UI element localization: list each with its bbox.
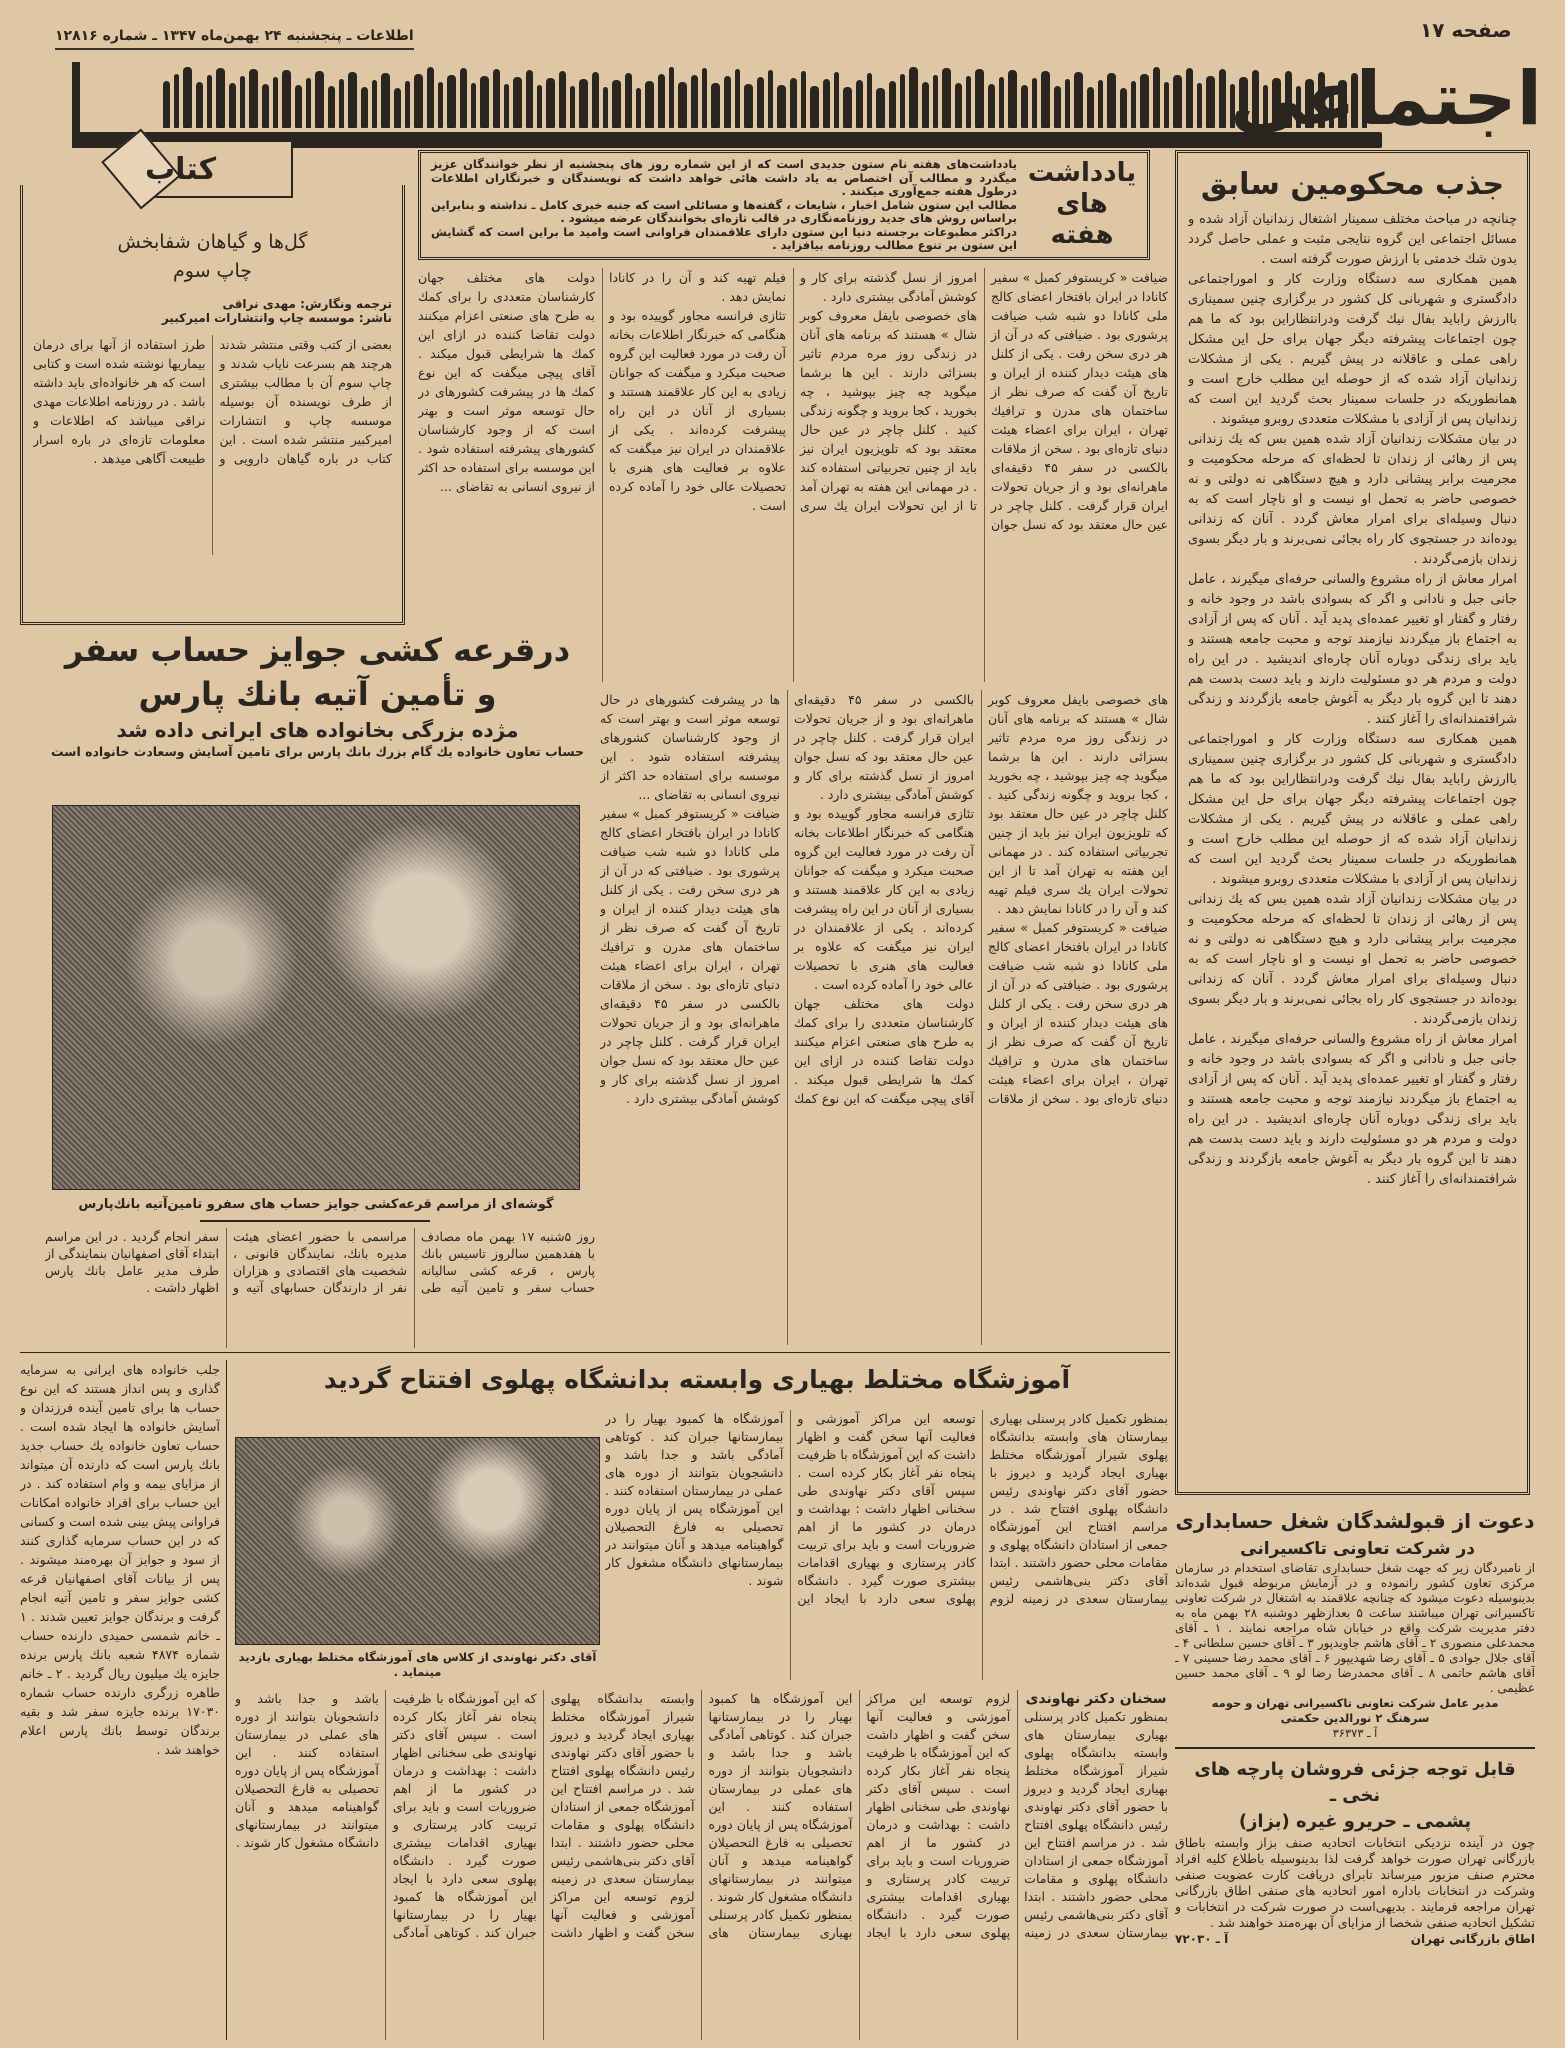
school-subhead: سخنان دکتر نهاوندی bbox=[1025, 1691, 1167, 1707]
notice-body: چون در آینده نزدیکی انتخابات اتحادیه صنف بزاز وابسته باطاق بازرگانی تهران صورت خواهد گرفت لذا بدینوسیله باطلاع کلیه افراد محترم صنف مزبور میرساند تابرای دریافت کارت عضویت صنفی وشرکت در انتخابات باداره امور اتحادیه های صنفی اطاق بازرگانی تهران مراجعه فرمایند . بدیهی‌است در صورت شرکت در انتخابات و تشکیل اتحادیه صنفی شخصا از مزایای آن بهره‌مند خواهند شد . bbox=[1175, 1835, 1535, 1930]
bank-deck: حساب تعاون خانواده یك گام بزرك بانك پارس برای تامین آسایش وسعادت خانواده است bbox=[50, 744, 585, 759]
paragraph: ضیافت « کریستوفر کمبل » سفیر کانادا در ایران بافتخار اعضای کالج ملی کانادا دو شبه شب ضیافت پرشوری بود . ضیافتی که در آن از هر دری سخن رفت . یکی از کلنل های هیئت دیدار کننده از ایران و تاریخ آن گفت که صرف نظر از ساختمان های مدرن و ترافیك تهران ، ایران برای اعضاء هیئت دنیای تازه‌ای بود . سخن از ملاقات بالکسی در سفر ۴۵ دقیقه‌ای ماهرانه‌ای بود و از جریان تحولات ایران قرار گرفت . کلنل چاچر در عین حال معتقد بود که نسل جوان امروز از نسل گذشته برای کار و کوشش آمادگی بیشتری دارد . bbox=[800, 270, 1168, 532]
person-silhouette bbox=[1164, 82, 1169, 128]
person-silhouette bbox=[559, 71, 566, 128]
school-visit-photo bbox=[235, 1437, 600, 1645]
person-silhouette bbox=[744, 84, 753, 128]
paragraph: همین همکاری سه دستگاه وزارت کار و اموراجتماعی دادگستری و شهربانی کل کشور در برگزاری چنین سمیناری باارزش رابايد بفال نیك گرفت ودرانتظاراین بود که ما هم چون اجتماعات پیشرفته دیگر جهان برای حل این مشکل راهی عملی و عاقلانه در پیش گیریم . یکی از مشکلات زندانیان آزاد شده که از حوصله این مطلب خارج است و همانطوریکه در جلسات سمینار بحث گردید این است که زندانیان پس از آزادی با مشکلات متعددی روبرو میشوند . bbox=[1188, 272, 1517, 427]
person-silhouette bbox=[636, 88, 641, 128]
person-silhouette bbox=[229, 83, 236, 128]
book-edition: چاپ سوم bbox=[173, 260, 252, 282]
paragraph: امرار معاش از راه مشروع والسانی حرفه‌ای میگیرند ، عامل جانی جبل و نادانی و اگر که بسوادی باشد در وجود خانه و رفتار و گفتار او تغییر عمده‌ای پدید آید . آنان که پس از آزادی به اجتماع باز میگردند نیازمند توجه و محبت جامعه هستند و باید برای زندگی دوباره آنان چاره‌ای اندیشید . در این راه دولت و مردم هر دو مسئولیت دارند و باید دست بدست هم دهند تا این گروه بار دیگر به آغوش جامعه بازگردند و زندگی شرافتمندانه‌ای را آغاز کنند . bbox=[1188, 572, 1517, 727]
person-silhouette bbox=[909, 67, 918, 128]
person-silhouette bbox=[493, 69, 500, 128]
person-silhouette bbox=[163, 81, 170, 128]
person-silhouette bbox=[526, 70, 533, 128]
person-silhouette bbox=[1032, 78, 1037, 128]
person-silhouette bbox=[328, 86, 335, 128]
person-silhouette bbox=[1074, 72, 1083, 128]
section-title: اجتماعی bbox=[1230, 56, 1542, 142]
person-silhouette bbox=[381, 73, 390, 128]
school-photo-caption: آقای دکتر نهاوندی از کلاس های آموزشگاه مختلط بهیاری بازدید مینماید . bbox=[238, 1650, 597, 1679]
person-silhouette bbox=[777, 85, 786, 128]
fabric-notice bbox=[1175, 1757, 1535, 1947]
person-silhouette bbox=[711, 83, 720, 128]
person-silhouette bbox=[570, 86, 575, 128]
notice-footer bbox=[1175, 1931, 1535, 1947]
person-silhouette bbox=[1041, 71, 1050, 128]
person-silhouette bbox=[460, 68, 467, 128]
person-silhouette bbox=[889, 81, 896, 128]
person-silhouette bbox=[856, 80, 863, 128]
person-silhouette bbox=[942, 68, 951, 128]
person-silhouette bbox=[438, 82, 443, 128]
person-silhouette bbox=[1131, 81, 1136, 128]
person-silhouette bbox=[546, 78, 555, 128]
person-silhouette bbox=[306, 78, 311, 128]
paragraph: های خصوصی بایفل معروف کوبر شال » هستند که برنامه های آنان در زندگی روز مره مردم تاثیر بسزائی دارند . این ها برشما میگوید چه چیز بپوشید ، چه بخورید ، کجا بروید و چگونه زندگی کنید . کلنل چاچر در عین حال معتقد بود که تلویزیون ایران نیز باید از چنین تجربیاتی استفاده کند . در مهمانی این هفته به تهران آمد تا از این تحولات ایران یك سری فیلم تهیه کند و آن را در کانادا نمایش دهد . bbox=[988, 692, 1168, 916]
person-silhouette bbox=[1054, 86, 1061, 128]
person-silhouette bbox=[273, 77, 278, 128]
school-body-upper bbox=[605, 1410, 1168, 1680]
person-silhouette bbox=[1173, 75, 1182, 128]
person-silhouette bbox=[537, 85, 542, 128]
paragraph: همین همکاری سه دستگاه وزارت کار و اموراجتماعی دادگستری و شهربانی کل کشور در برگزاری چنین سمیناری باارزش رابايد بفال نیك گرفت ودرانتظاراین بود که ما هم چون اجتماعات پیشرفته دیگر جهان برای حل این مشکل راهی عملی و عاقلانه در پیش گیریم . یکی از مشکلات زندانیان آزاد شده که از حوصله این مطلب خارج است و همانطوریکه در جلسات سمینار بحث گردید این است که زندانیان پس از آزادی با مشکلات متعددی روبرو میشوند . bbox=[1188, 732, 1517, 887]
notice-signer: اطاق بازرگانی تهران bbox=[1410, 1932, 1535, 1946]
person-silhouette bbox=[196, 82, 203, 128]
person-silhouette bbox=[1098, 80, 1103, 128]
person-silhouette bbox=[249, 69, 258, 128]
person-silhouette bbox=[427, 67, 434, 128]
weekly-notes-box bbox=[418, 150, 1150, 260]
person-silhouette bbox=[843, 87, 852, 128]
book-logo bbox=[143, 140, 293, 198]
person-silhouette bbox=[174, 74, 179, 128]
middle-text-columns-lower bbox=[600, 690, 1168, 1345]
person-silhouette bbox=[867, 73, 872, 128]
school-body-lower bbox=[235, 1690, 1168, 2040]
notice-ref: آ ـ ۷۲۰۳۰ bbox=[1175, 1932, 1229, 1946]
paragraph: امرار معاش از راه مشروع والسانی حرفه‌ای میگیرند ، عامل جانی جبل و نادانی و اگر که بسوادی باشد در وجود خانه و رفتار و گفتار او تغییر عمده‌ای پدید آید . آنان که پس از آزادی به اجتماع باز میگردند نیازمند توجه و محبت جامعه هستند و باید برای زندگی دوباره آنان چاره‌ای اندیشید . در این راه دولت و مردم هر دو مسئولیت دارند و باید دست بدست هم دهند تا این گروه بار دیگر به آغوش جامعه بازگردند و زندگی شرافتمندانه‌ای را آغاز کنند . bbox=[1188, 1032, 1517, 1187]
person-silhouette bbox=[669, 67, 674, 128]
person-silhouette bbox=[339, 79, 344, 128]
title-line: هفته bbox=[1050, 220, 1114, 250]
person-silhouette bbox=[414, 74, 423, 128]
article-convicts bbox=[1175, 150, 1530, 1495]
paragraph: بمنظور تکمیل کادر پرسنلی بهیاری بیمارستان های وابسته بدانشگاه پهلوی شیراز آموزشگاه مختلط بهیاری ایجاد گردید و دیروز با حضور آقای دکتر نهاوندی رئیس دانشگاه پهلوی افتتاح شد . در مراسم افتتاح این آموزشگاه جمعی از استادان دانشگاه پهلوی و مقامات محلی حضور داشتند . ابتدا آقای دکتر بنی‌هاشمی رئیس بیمارستان سعدی در زمینه لزوم توسعه این مراکز آموزشی و فعالیت آنها سخن گفت و اظهار داشت که این آموزشگاه با ظرفیت پنجاه نفر آغاز بکار کرده است . سپس آقای دکتر نهاوندی طی سخنانی اظهار داشت : بهداشت و درمان در کشور ما از اهم ضروریات است و باید برای تربیت کادر پرستاری و بهیاری اقدامات بیشتری صورت گیرد . دانشگاه پهلوی سعی دارد با ایجاد این آموزشگاه ها کمبود بهیار را در بیمارستانها جبران کند . کوتاهی آمادگی باشد و جدا باشد و دانشجویان بتوانند از دوره های عملی در بیمارستان استفاده کنند . این آموزشگاه پس از پایان دوره تحصیلی به فارغ التحصیلان گواهینامه میدهد و آنان میتوانند در بیمارستانهای دانشگاه مشغول کار شوند . bbox=[708, 1691, 1168, 1940]
column-rule bbox=[226, 1360, 227, 2040]
book-body: بعضی از کتب وقتی منتشر شدند هرچند هم بسرعت نایاب شدند و چاپ سوم آن با مطالب بیشتری از طرف نویسنده آن بوسیله موسسه چاپ و انتشارات امیرکبیر منتشر شده است . این کتاب در باره گیاهان دارویی و طرز استفاده از آنها برای درمان بیماریها نوشته شده است و کتابی است که هر خانواده‌ای باید داشته باشد . در روزنامه اطلاعات مهدی نراقی میباشد که اطلاعات و معلومات تازه‌ای در باره اسرار طبیعت آگاهی میدهد . bbox=[33, 337, 392, 466]
title-line: های bbox=[1056, 189, 1108, 219]
divider bbox=[200, 1220, 430, 1222]
weekly-notes-text bbox=[431, 158, 1017, 252]
bank-subhead: مژده بزرگی بخانواده های ایرانی داده شد bbox=[116, 718, 519, 742]
section-banner bbox=[72, 56, 1542, 148]
person-silhouette bbox=[645, 81, 654, 128]
person-silhouette bbox=[295, 85, 302, 128]
person-silhouette bbox=[823, 79, 830, 128]
bank-photo-caption: گوشه‌ای از مراسم قرعه‌کشی جوایز حساب های سفرو تامین‌آتیه بانك‌پارس bbox=[78, 1197, 554, 1212]
person-silhouette bbox=[1197, 83, 1202, 128]
person-silhouette bbox=[603, 87, 608, 128]
dateline: اطلاعات ـ پنجشنبه ۲۴ بهمن‌ماه ۱۳۴۷ ـ شماره ۱۲۸۱۶ bbox=[55, 28, 414, 50]
notices-column bbox=[1175, 1505, 1535, 1947]
paragraph: مطالب این ستون شامل اخبار ، شایعات ، گفته‌ها و مسائلی است که جنبه خبری کامل ـ نداشته و بنابراین براساس روش‌ های جدید روزنامه‌نگاری در قالب تازه‌ای بخوانندگان عرضه میشود . bbox=[431, 197, 1017, 225]
paragraph: تئازی فرانسه مجاور گوییده بود و هنگامی که خبرنگار اطلاعات بخانه آن رفت در مورد فعالیت این گروه صحبت میکرد و میگفت که جوانان زیادی به این کار علاقمند هستند و بسیاری از آنان در این راه پیشرفت کرده‌اند . یکی از علاقمندان در ایران نیز میگفت که علاوه بر فعالیت های هنری با تحصیلات عالی خود را آماده کرده است . bbox=[794, 806, 974, 992]
accounting-notice bbox=[1175, 1505, 1535, 1749]
person-silhouette bbox=[1065, 79, 1070, 128]
person-silhouette bbox=[394, 88, 401, 128]
person-silhouette bbox=[183, 67, 192, 128]
person-silhouette bbox=[372, 80, 377, 128]
person-silhouette bbox=[579, 79, 588, 128]
person-silhouette bbox=[768, 70, 773, 128]
paragraph: بمنظور تکمیل کادر پرسنلی بهیاری بیمارستان های وابسته بدانشگاه پهلوی شیراز آموزشگاه مختلط بهیاری ایجاد گردید و دیروز با حضور آقای دکتر نهاوندی رئیس دانشگاه پهلوی افتتاح شد . در مراسم افتتاح این آموزشگاه جمعی از استادان دانشگاه پهلوی و مقامات محلی حضور داشتند . ابتدا آقای دکتر بنی‌هاشمی رئیس بیمارستان سعدی در زمینه لزوم توسعه این مراکز آموزشی و فعالیت آنها سخن گفت و اظهار داشت که این آموزشگاه با ظرفیت پنجاه نفر آغاز بکار کرده است . سپس آقای دکتر نهاوندی طی سخنانی اظهار داشت : بهداشت و درمان در کشور ما از اهم ضروریات است و باید برای تربیت کادر پرستاری و بهیاری اقدامات بیشتری صورت گیرد . دانشگاه پهلوی سعی دارد با ایجاد این آموزشگاه ها کمبود بهیار را در بیمارستانها جبران کند . کوتاهی آمادگی باشد و جدا باشد و دانشجویان بتوانند از دوره های عملی در بیمارستان استفاده کنند . این آموزشگاه پس از پایان دوره تحصیلی به فارغ التحصیلان گواهینامه میدهد و آنان میتوانند در بیمارستانهای دانشگاه مشغول کار شوند . bbox=[605, 1411, 1168, 1606]
article-headline: جذب محکومین سابق bbox=[1200, 167, 1505, 202]
notice-headline: دعوت از قبولشدگان شغل حسابداری bbox=[1175, 1509, 1535, 1533]
notice-signature: مدیر عامل شرکت تعاونی تاکسیرانی تهران و حومه bbox=[1211, 1696, 1499, 1710]
person-silhouette bbox=[801, 71, 806, 128]
person-silhouette bbox=[933, 75, 938, 128]
person-silhouette bbox=[702, 68, 707, 128]
person-silhouette bbox=[216, 68, 225, 128]
person-silhouette bbox=[471, 83, 476, 128]
person-silhouette bbox=[240, 76, 245, 128]
person-silhouette bbox=[513, 77, 522, 128]
notice-subhead: در شرکت تعاونی تاکسیرانی bbox=[1240, 1539, 1475, 1559]
paragraph: در بیان مشکلات زندانیان آزاد شده همین بس که یك زندانی پس از رهائی از زندان تا لحظه‌ای که مرحله محکومیت و مجرمیت برابر پیشانی دارد و هیچ دستگاهی نه دولتی و نه خصوصی حاضر به تحمل او نیست و او ناچار است که به دنبال وسیله‌ای برای امرار معاش گردد . آنان که زندانی بوده‌اند در جستجوی کار راه بجائی نمی‌برند و بار دیگر بسوی زندان بازمی‌گردند . bbox=[1188, 892, 1517, 1027]
person-silhouette bbox=[757, 77, 764, 128]
person-silhouette bbox=[955, 83, 962, 128]
person-silhouette bbox=[975, 69, 984, 128]
person-silhouette bbox=[658, 74, 665, 128]
person-silhouette bbox=[315, 71, 324, 128]
bank-lottery-photo bbox=[52, 805, 580, 1190]
notice-body: از نامبردگان زیر که جهت شغل حسابداری تقاضای استخدام در سازمان مرکزی تعاون کشور رانموده و در آزمایش مربوطه قبول شده‌اند بدینوسیله دعوت میشود که چنانچه علاقمند به اشتغال در شرکت تعاونی تاکسیرانی تهران میباشند ساعت ۵ بعدازظهر دوشنبه ۲۸ بهمن ماه به دفتر مدیریت شرکت واقع در خیابان شاه مراجعه نمایند . ۱ ـ آقای محمدعلی منصوری ۲ ـ آقای هاشم جاویدپور ۳ ـ آقای حسین سلطانی ۴ ـ آقای جلال جوادی ۵ ـ آقای رضا شهدیپور ۶ ـ آقای محمد رضا حسینی ۷ ـ آقای هاشم حاتمی ۸ ـ آقای محمدرضا رضا لو ۹ ـ آقای محمد حسین عظیمی . bbox=[1175, 1561, 1535, 1695]
bank-heading-group bbox=[45, 628, 590, 760]
book-review-box bbox=[20, 151, 405, 625]
paragraph: در بیان مشکلات زندانیان آزاد شده همین بس که یك زندانی پس از رهائی از زندان تا لحظه‌ای که مرحله محکومیت و مجرمیت برابر پیشانی دارد و هیچ دستگاهی نه دولتی و نه خصوصی حاضر به تحمل او نیست و او ناچار است که به دنبال وسیله‌ای برای امرار معاش گردد . آنان که زندانی بوده‌اند در جستجوی کار راه بجائی نمی‌برند و بار دیگر بسوی زندان بازمی‌گردند . bbox=[1188, 432, 1517, 567]
person-silhouette bbox=[1153, 67, 1160, 128]
person-silhouette bbox=[678, 82, 687, 128]
person-silhouette bbox=[1021, 85, 1028, 128]
divider bbox=[20, 1352, 1170, 1353]
bank-headline: درقرعه کشی جوایز حساب سفر bbox=[64, 631, 571, 669]
page-number: صفحه ۱۷ bbox=[1420, 18, 1512, 42]
book-title: گل‌ها و گیاهان شفابخش bbox=[117, 231, 308, 253]
person-silhouette bbox=[1087, 87, 1094, 128]
person-silhouette bbox=[1140, 74, 1149, 128]
paragraph: دراکثر مطبوعات برجسته دنیا این ستون دارای علاقمندان فراوانی است وامید ما براین است که گشایش این ستون بر تنوع مطالب روزنامه بیافزاید . bbox=[431, 224, 1017, 252]
person-silhouette bbox=[447, 75, 456, 128]
paragraph: یادداشت‌های هفته نام ستون جدیدی است که از این شماره روز های پنجشنبه از نظر خوانندگان عزیز میگذرد و مطالب آن اختصاص به یاد داشت هائی خواهد داشت که نویسندگان و خبرنگاران اطلاعات درطول هفته جمع‌آوری میکنند . bbox=[431, 157, 1017, 198]
person-silhouette bbox=[361, 87, 368, 128]
person-silhouette bbox=[966, 76, 971, 128]
person-silhouette bbox=[1120, 88, 1127, 128]
bank-body: روز ۵شنبه ۱۷ بهمن ماه مصادف با هفدهمین سالروز تاسیس بانك پارس ، قرعه کشی سالیانه حساب سفر و تامین آتیه طی مراسمی با حضور اعضای هیئت مدیره بانك، نمایندگان قانونی ، شخصیت های اقتصادی و هزاران نفر از دارندگان حسابهای آتیه و سفر انجام گردید . در این مراسم ابتداء آقای اصفهانیان بنمایندگی از طرف مدیر عامل بانك پارس اظهار داشت . bbox=[45, 1229, 595, 1295]
person-silhouette bbox=[900, 74, 905, 128]
book-publisher: ناشر: موسسه چاپ وانتشارات امیرکبیر bbox=[161, 311, 392, 325]
paragraph: دولت های مختلف جهان کارشناسان متعددی را برای کمك به طرح های صنعتی اعزام میکنند دولت تقاضا کننده در ازای این کمك ها شرایطی قبول میکند . آقای پیچی میگفت که این نوع کمك ها در پیشرفت کشورهای در حال توسعه موثر است و بهتر است که از وجود کارشناسان کشورهای پیشرفته استفاده شود . این موسسه برای استفاده حد اکثر از نیروی انسانی به تقاضای ... bbox=[600, 692, 974, 1106]
person-silhouette bbox=[834, 72, 839, 128]
middle-text-columns bbox=[418, 268, 1168, 682]
notice-headline: پشمی ـ حریرو غیره (بزاز) bbox=[1238, 1811, 1472, 1832]
person-silhouette bbox=[405, 81, 410, 128]
person-silhouette bbox=[691, 75, 698, 128]
paragraph: تئازی فرانسه مجاور گوییده بود و هنگامی که خبرنگار اطلاعات بخانه آن رفت در مورد فعالیت این گروه صحبت میکرد و میگفت که جوانان زیادی به این کار علاقمند هستند و بسیاری از آنان در این راه پیشرفت کرده‌اند . یکی از علاقمندان در ایران نیز میگفت که علاوه بر فعالیت های هنری با تحصیلات عالی خود را آماده کرده است . bbox=[609, 308, 786, 513]
paragraph: ضیافت « کریستوفر کمبل » سفیر کانادا در ایران بافتخار اعضای کالج ملی کانادا دو شبه شب ضیافت پرشوری بود . ضیافتی که در آن از هر دری سخن رفت . یکی از کلنل های هیئت دیدار کننده از ایران و تاریخ آن گفت که صرف نظر از ساختمان های مدرن و ترافیك تهران ، ایران برای اعضاء هیئت دنیای تازه‌ای بود . سخن از ملاقات بالکسی در سفر ۴۵ دقیقه‌ای ماهرانه‌ای بود و از جریان تحولات ایران قرار گرفت . کلنل چاچر در عین حال معتقد بود که نسل جوان امروز از نسل گذشته برای کار و کوشش آمادگی بیشتری دارد . bbox=[600, 806, 780, 1106]
person-silhouette bbox=[207, 75, 212, 128]
person-silhouette bbox=[1206, 76, 1215, 128]
notice-headline: قابل توجه جزئی فروشان پارچه های نخی ـ bbox=[1194, 1759, 1516, 1806]
school-left-column: جلب خانواده های ایرانی به سرمایه گذاری و پس انداز هستند که این نوع حساب ها برای تامین آینده فرزندان و آسایش خانواده ها ایجاد شده است . حساب تعاون خانواده یك حساب جدید بانك پارس است که دارنده آن میتواند از مزایای بیمه و وام استفاده کند . در این حساب برای افراد خانواده امکانات فراوانی پیش بینی شده است و کسانی که در این حساب سرمایه گذاری کنند از سود و جوایز آن بهره‌مند میشوند . پس از بیانات آقای اصفهانیان قرعه کشی جوایز سفر و تامین آتیه انجام گرفت و برندگان جوایز تعیین شدند . ۱ ـ خانم شمسی حمیدی دارنده حساب شماره ۴۸۷۴ شعبه بانك پارس برنده جایزه یك میلیون ریال گردید . ۲ ـ خانم طاهره زرگری دارنده حساب شماره ۱۷۰۳۰ برنده جایزه سفر شد و بقیه برندگان توسط بانك پارس اعلام خواهند شد . bbox=[20, 1362, 220, 1757]
notice-ref: آ ـ ۳۶۳۷۳ bbox=[1332, 1726, 1378, 1740]
person-silhouette bbox=[1107, 73, 1116, 128]
person-silhouette bbox=[592, 72, 599, 128]
person-silhouette bbox=[988, 84, 995, 128]
bank-headline: و تأمین آتیه بانك پارس bbox=[138, 675, 497, 713]
paragraph: ضیافت « کریستوفر کمبل » سفیر کانادا در ایران بافتخار اعضای کالج ملی کانادا دو شبه شب ضیافت پرشوری بود . ضیافتی که در آن از هر دری سخن رفت . یکی از کلنل های هیئت دیدار کننده از ایران و تاریخ آن گفت که صرف نظر از ساختمان های مدرن و ترافیك تهران ، ایران برای اعضاء هیئت دنیای تازه‌ای بود . سخن از ملاقات بالکسی در سفر ۴۵ دقیقه‌ای ماهرانه‌ای بود و از جریان تحولات ایران قرار گرفت . کلنل چاچر در عین حال معتقد بود که نسل جوان امروز از نسل گذشته برای کار و کوشش آمادگی بیشتری دارد . bbox=[794, 692, 1168, 1106]
person-silhouette bbox=[876, 88, 885, 128]
paragraph: بمنظور تکمیل کادر پرسنلی بهیاری بیمارستان های وابسته بدانشگاه پهلوی شیراز آموزشگاه مختلط بهیاری ایجاد گردید و دیروز با حضور آقای دکتر نهاوندی رئیس دانشگاه پهلوی افتتاح شد . در مراسم افتتاح این آموزشگاه جمعی از استادان دانشگاه پهلوی و مقامات محلی حضور داشتند . ابتدا آقای دکتر بنی‌هاشمی رئیس بیمارستان سعدی در زمینه لزوم توسعه این مراکز آموزشی و فعالیت آنها سخن گفت و اظهار داشت که این آموزشگاه با ظرفیت پنجاه نفر آغاز بکار کرده است . سپس آقای دکتر نهاوندی طی سخنانی اظهار داشت : بهداشت و درمان در کشور ما از اهم ضروریات است و باید برای تربیت کادر پرستاری و بهیاری اقدامات بیشتری صورت گیرد . دانشگاه پهلوی سعی دارد با ایجاد این آموزشگاه ها کمبود بهیار را در بیمارستانها جبران کند . کوتاهی آمادگی باشد و جدا باشد و دانشجویان بتوانند از دوره های عملی در بیمارستان استفاده کنند . این آموزشگاه پس از پایان دوره تحصیلی به فارغ التحصیلان گواهینامه میدهد و آنان میتوانند در بیمارستانهای دانشگاه مشغول کار شوند . bbox=[235, 1691, 853, 1940]
person-silhouette bbox=[1219, 69, 1226, 128]
people-silhouettes-illustration bbox=[107, 66, 1367, 128]
person-silhouette bbox=[480, 76, 489, 128]
paragraph: چنانچه در مباحث مختلف سمینار اشتغال زندانیان آزاد شده و مسائل اجتماعی این گروه نتایجی مثبت و عملی حاصل گردد بدون شك خدمتی با ارزش صورت گرفته است . bbox=[1188, 212, 1517, 267]
person-silhouette bbox=[999, 77, 1004, 128]
person-silhouette bbox=[625, 73, 632, 128]
article-body bbox=[1188, 210, 1517, 1190]
person-silhouette bbox=[262, 84, 269, 128]
person-silhouette bbox=[724, 76, 731, 128]
book-logo-text: کتاب bbox=[145, 151, 217, 187]
person-silhouette bbox=[735, 69, 740, 128]
person-silhouette bbox=[1008, 70, 1017, 128]
person-silhouette bbox=[612, 80, 621, 128]
title-line: یادداشت bbox=[1027, 158, 1137, 188]
weekly-notes-title bbox=[1027, 158, 1137, 252]
notice-signer: سرهنگ ۲ نورالدین حکمتی bbox=[1280, 1711, 1430, 1725]
person-silhouette bbox=[504, 84, 509, 128]
paragraph: های خصوصی بایفل معروف کوبر شال » هستند که برنامه های آنان در زندگی روز مره مردم تاثیر بسزائی دارند . این ها برشما میگوید چه چیز بپوشید ، چه بخورید ، کجا بروید و چگونه زندگی کنید . کلنل چاچر در عین حال معتقد بود که تلویزیون ایران نیز باید از چنین تجربیاتی استفاده کند . در مهمانی این هفته به تهران آمد تا از این تحولات ایران یك سری فیلم تهیه کند و آن را در کانادا نمایش دهد . bbox=[609, 270, 977, 513]
person-silhouette bbox=[348, 72, 357, 128]
person-silhouette bbox=[922, 82, 929, 128]
book-translator: ترجمه ونگارش: مهدی نراقی bbox=[222, 297, 392, 311]
school-headline: آموزشگاه مختلط بهیاری وابسته بدانشگاه پهلوی افتتاح گردید bbox=[323, 1365, 1071, 1394]
person-silhouette bbox=[1186, 68, 1193, 128]
person-silhouette bbox=[810, 86, 819, 128]
paragraph: دولت های مختلف جهان کارشناسان متعددی را برای کمك به طرح های صنعتی اعزام میکنند دولت تقاضا کننده در ازای این کمك ها شرایطی قبول میکند . آقای پیچی میگفت که این نوع کمك ها در پیشرفت کشورهای در حال توسعه موثر است و بهتر است که از وجود کارشناسان کشورهای پیشرفته استفاده شود . این موسسه برای استفاده حد اکثر از نیروی انسانی به تقاضای ... bbox=[418, 270, 595, 494]
person-silhouette bbox=[282, 70, 291, 128]
person-silhouette bbox=[790, 78, 797, 128]
